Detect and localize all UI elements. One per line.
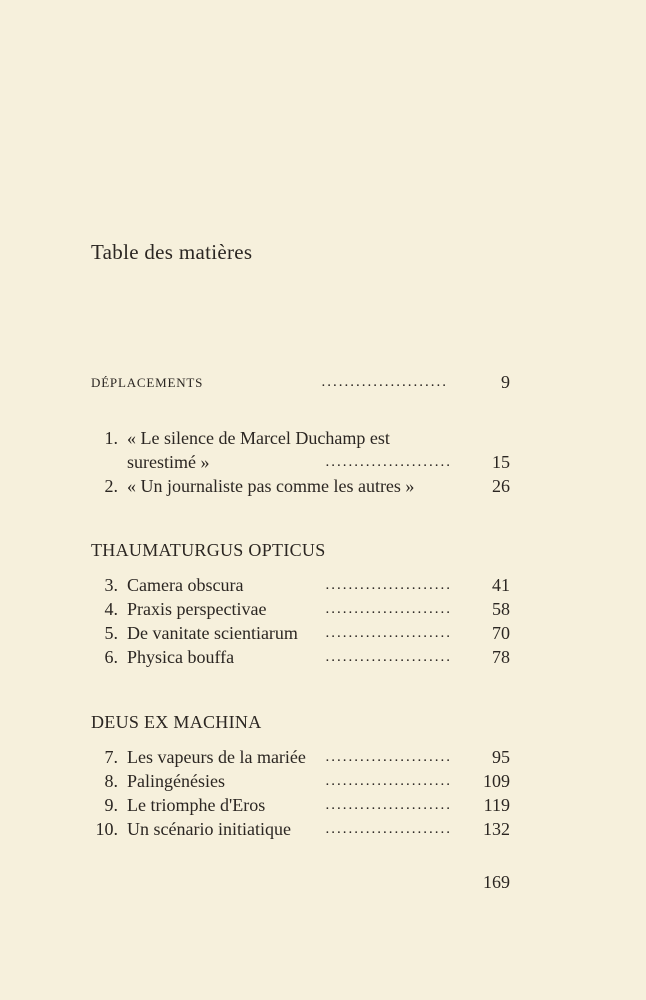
entry-title: Un scénario initiatique: [127, 819, 291, 839]
entry-number: 10.: [95, 819, 118, 839]
entry-page: 95: [492, 747, 510, 767]
entry-number: 7.: [104, 747, 118, 767]
toc-entry-continued: [0, 450, 646, 474]
entry-page: 26: [492, 476, 510, 496]
entry-page: 9: [501, 372, 510, 392]
leader-dots: ......................: [325, 821, 452, 837]
entry-title: Physica bouffa: [127, 647, 235, 667]
toc-entry: [0, 474, 646, 498]
entry-number: 8.: [104, 771, 118, 791]
toc-entry: [0, 793, 646, 817]
leader-dots: ......................: [325, 601, 452, 617]
toc-entry: [0, 597, 646, 621]
entry-title: Les vapeurs de la mariée: [127, 747, 306, 767]
entry-number: 5.: [104, 623, 118, 643]
entry-title: Le triomphe d'Eros: [127, 795, 266, 815]
entry-page: 78: [492, 647, 510, 667]
leader-dots: ......................: [325, 749, 452, 765]
toc-entry: [0, 745, 646, 769]
leader-dots: ......................: [325, 577, 452, 593]
toc-entry-intro: [0, 370, 646, 394]
entry-title: « Le silence de Marcel Duchamp est: [127, 428, 390, 448]
leader-dots: ......................: [325, 773, 452, 789]
entry-number: 2.: [104, 476, 118, 496]
section-heading: DEUS EX MACHINA: [91, 712, 262, 732]
leader-dots: ......................: [325, 625, 452, 641]
entry-page: 132: [483, 819, 510, 839]
entry-page: 119: [483, 795, 510, 815]
entry-page: 58: [492, 599, 510, 619]
entry-number: 4.: [104, 599, 118, 619]
leader-dots: ......................: [325, 454, 452, 470]
entry-title: Palingénésies: [127, 771, 225, 791]
entry-number: 1.: [104, 428, 118, 448]
entry-label: DÉPLACEMENTS: [91, 375, 204, 390]
entry-title: Camera obscura: [127, 575, 244, 595]
leader-dots: ......................: [325, 649, 452, 665]
entry-title: Praxis perspectivae: [127, 599, 267, 619]
toc-entry: [0, 426, 646, 450]
leader-dots: ......................: [321, 374, 448, 390]
page-number: 169: [483, 872, 510, 892]
entry-page: 70: [492, 623, 510, 643]
entry-page: 15: [492, 452, 510, 472]
toc-entry: [0, 573, 646, 597]
entry-number: 3.: [104, 575, 118, 595]
toc-entry: [0, 621, 646, 645]
toc-entry: [0, 769, 646, 793]
entry-page: 109: [483, 771, 510, 791]
entry-number: 9.: [104, 795, 118, 815]
toc-entry: [0, 817, 646, 841]
section-heading: THAUMATURGUS OPTICUS: [91, 540, 326, 560]
entry-number: 6.: [104, 647, 118, 667]
entry-title: « Un journaliste pas comme les autres »: [127, 476, 415, 496]
entry-title: surestimé »: [127, 452, 210, 472]
toc-entry: [0, 645, 646, 669]
entry-page: 41: [492, 575, 510, 595]
leader-dots: ......................: [325, 797, 452, 813]
page-title: Table des matières: [91, 240, 253, 264]
entry-title: De vanitate scientiarum: [127, 623, 298, 643]
